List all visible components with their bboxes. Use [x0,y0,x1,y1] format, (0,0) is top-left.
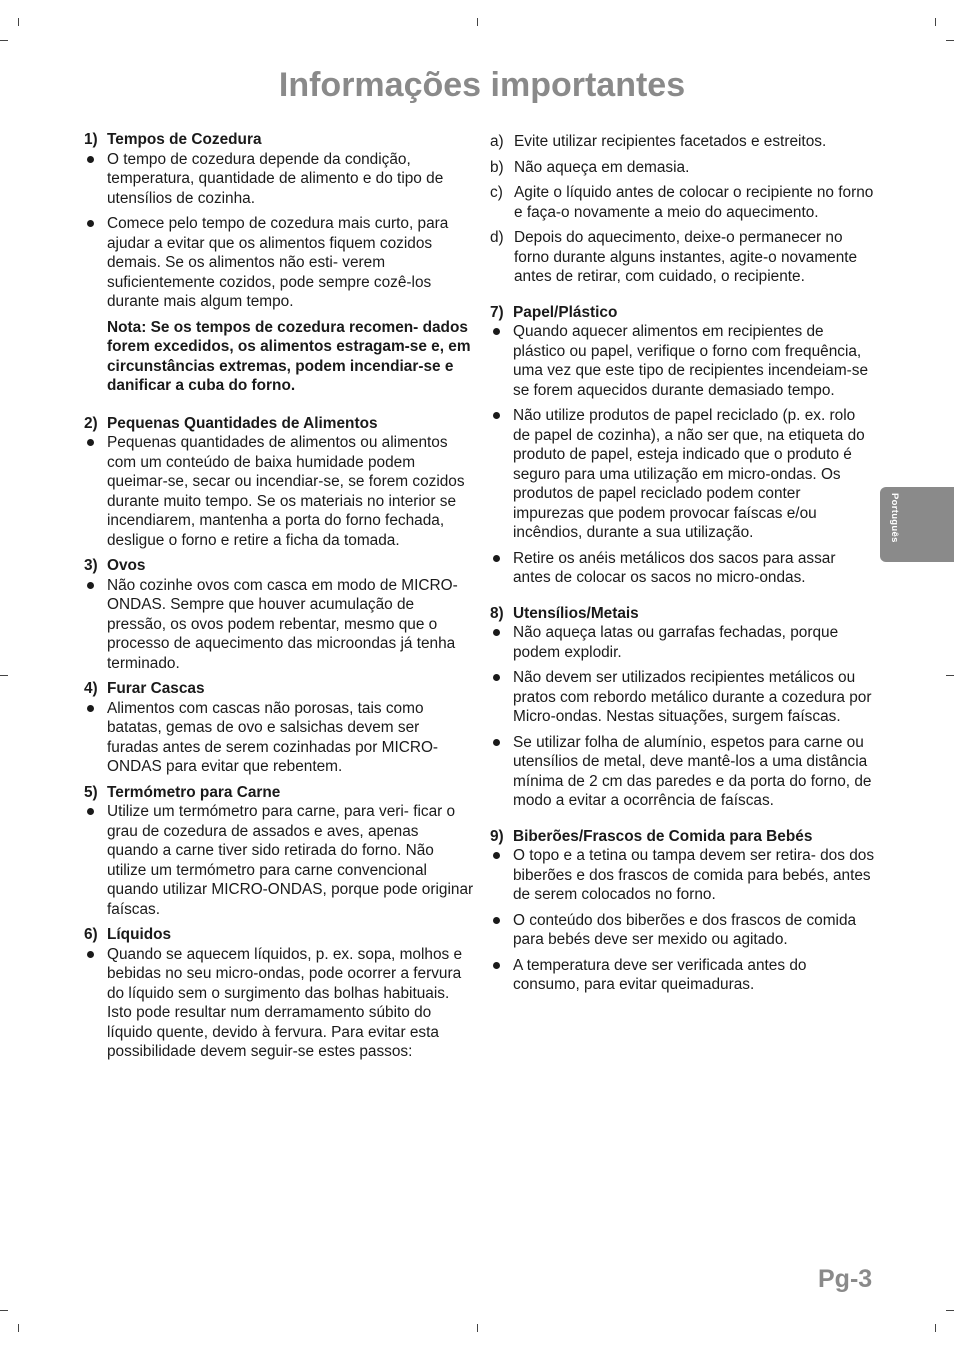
bullet-list [84,945,474,1062]
list-item: Se utilizar folha de alumínio, espetos para carne ou utensílios de metal, deve mantê-los a uma distância mínima de 2 cm das paredes e da porta do forno, de modo a evitar a ocorrência de faíscas. [490,733,875,811]
section-number: 8) [490,604,504,622]
list-item [490,132,875,152]
section-heading-text: Biberões/Frascos de Comida para Bebés [513,827,813,845]
section-piercing-skins [84,679,474,777]
section-heading [84,130,474,150]
list-item: Pequenas quantidades de alimentos ou alimentos com um conteúdo de baixa humidade podem queimar-se, secar ou incendiar-se, se forem cozidos durante muito tempo. Se os materiais no interior se incendiarem, mantenha a porta do forno fechada, desligue o forno e retire a ficha da tomada. [84,433,474,550]
bullet-list [490,322,875,588]
step-text: Evite utilizar recipientes facetados e estreitos. [514,133,827,150]
cooking-time-note: Nota: Se os tempos de cozedura recomen- dados forem excedidos, os alimentos estragam-se e, em circunstâncias extremas, podem incendiar-se e danificar a cuba do forno. [107,318,471,394]
crop-mark [477,1324,478,1332]
language-tab [880,487,954,562]
section-baby-bottles [490,827,875,995]
crop-mark [18,18,19,26]
section-heading-text: Furar Cascas [107,680,205,697]
crop-mark [935,18,936,26]
crop-mark [946,675,954,676]
list-item: Não devem ser utilizados recipientes metálicos ou pratos com rebordo metálico durante a cozedura por Micro-ondas. Nestas situações, surgem faíscas. [490,668,875,727]
section-number: 9) [490,827,504,845]
section-number: 2) [84,414,98,432]
right-column [490,130,875,1001]
step-text: Depois do aquecimento, deixe-o permanecer no forno durante alguns instantes, agite-o novamente antes de retirar, com cuidado, o recipiente. [514,229,858,285]
crop-mark [946,40,954,41]
section-heading [490,303,875,323]
bullet-list [84,576,474,674]
bullet-list [84,150,474,312]
list-item [490,228,875,287]
section-heading [490,604,875,624]
section-heading [490,827,875,847]
crop-mark [0,40,8,41]
section-number: 3) [84,557,98,574]
step-text: Agite o líquido antes de colocar o recipiente no forno e faça-o novamente a meio do aquecimento. [514,184,874,221]
section-number: 7) [490,303,504,321]
list-item [490,183,875,222]
list-item: Quando se aquecem líquidos, p. ex. sopa, molhos e bebidas no seu micro-ondas, pode ocorrer a fervura do líquido sem o surgimento das bolhas habituais. Isto pode resultar num derramamento súbito do líquido quente, devido à fervura. Para evitar esta possibilidade devem seguir-se estes passos: [84,945,474,1062]
list-item: Alimentos com cascas não porosas, tais como batatas, gemas de ovo e salsichas devem ser furadas antes de serem cozinhadas por MICRO-ONDAS para evitar que rebentem. [84,699,474,777]
list-item: Comece pelo tempo de cozedura mais curto, para ajudar a evitar que os alimentos fiquem cozidos demais. Se os alimentos não esti- verem suficientemente cozidos, pode sempre cozê-los durante mais algum tempo. [84,214,474,312]
section-number: 1) [84,131,98,148]
crop-mark [477,18,478,26]
section-heading [84,414,474,434]
section-heading-text: Líquidos [107,926,172,943]
language-tab-label: Português [889,493,900,543]
crop-mark [946,1310,954,1311]
crop-mark [0,675,8,676]
list-item: Não utilize produtos de papel reciclado (p. ex. rolo de papel de cozinha), a não ser que, na etiqueta do produto de papel, esteja indicado que o produto é seguro para uma utilização em micro-ondas. Os produtos de papel reciclado podem conter impurezas que podem provocar faíscas e/ou incêndios, durante a sua utilização. [490,406,875,543]
section-heading-text: Termómetro para Carne [107,783,281,801]
step-marker: b) [490,158,504,176]
crop-mark [18,1324,19,1332]
section-eggs [84,556,474,673]
section-heading-text: Tempos de Cozedura [107,131,262,148]
section-heading-text: Ovos [107,557,146,574]
section-utensils-metals [490,604,875,811]
page-title: Informações importantes [278,66,686,104]
list-item: O topo e a tetina ou tampa devem ser retira- dos dos biberões e dos frascos de comida para bebés, antes de serem colocados no forno. [490,846,875,905]
section-heading [84,679,474,699]
section-heading [84,925,474,945]
page-number: Pg-3 [818,1265,873,1293]
list-item: Não cozinhe ovos com casca em modo de MICRO-ONDAS. Sempre que houver acumulação de pressão, os ovos podem rebentar, mesmo que o processo de aquecimento das microondas já tenha terminado. [84,576,474,674]
section-meat-thermometer [84,783,474,920]
section-heading-text: Pequenas Quantidades de Alimentos [107,414,378,432]
list-item: Quando aquecer alimentos em recipientes de plástico ou papel, verifique o forno com frequência, uma vez que este tipo de recipientes incendeiam-se se forem aquecidos durante demasiado tempo. [490,322,875,400]
section-liquids [84,925,474,1062]
section-heading-text: Utensílios/Metais [513,604,639,622]
list-item: Utilize um termómetro para carne, para veri- ficar o grau de cozedura de assados e aves, apenas quando a carne tiver sido retirada do forno. Não utilize um termómetro para carne convencional quando utilizar MICRO-ONDAS, porque pode originar faíscas. [84,802,474,919]
list-item [490,158,875,178]
crop-mark [935,1324,936,1332]
section-small-quantities [84,414,474,551]
liquid-steps-list [490,132,875,287]
step-text: Não aqueça em demasia. [514,158,690,176]
section-heading [84,783,474,803]
section-number: 4) [84,680,98,697]
section-cooking-times [84,130,474,396]
section-number: 5) [84,783,98,801]
list-item: O conteúdo dos biberões e dos frascos de comida para bebés deve ser mexido ou agitado. [490,911,875,950]
crop-mark [0,1310,8,1311]
bullet-list [84,433,474,550]
step-marker: c) [490,184,503,201]
bullet-list [84,699,474,777]
list-item: Não aqueça latas ou garrafas fechadas, porque podem explodir. [490,623,875,662]
section-paper-plastic [490,303,875,588]
list-item: O tempo de cozedura depende da condição, temperatura, quantidade de alimento e do tipo de utensílios de cozinha. [84,150,474,209]
section-number: 6) [84,926,98,943]
section-heading-text: Papel/Plástico [513,303,618,321]
left-column [84,130,474,1068]
list-item: Retire os anéis metálicos dos sacos para assar antes de colocar os sacos no micro-ondas. [490,549,875,588]
list-item: A temperatura deve ser verificada antes do consumo, para evitar queimaduras. [490,956,875,995]
step-marker: d) [490,229,504,246]
bullet-list [490,623,875,811]
section-heading [84,556,474,576]
step-marker: a) [490,133,504,150]
bullet-list [490,846,875,995]
bullet-list [84,802,474,919]
